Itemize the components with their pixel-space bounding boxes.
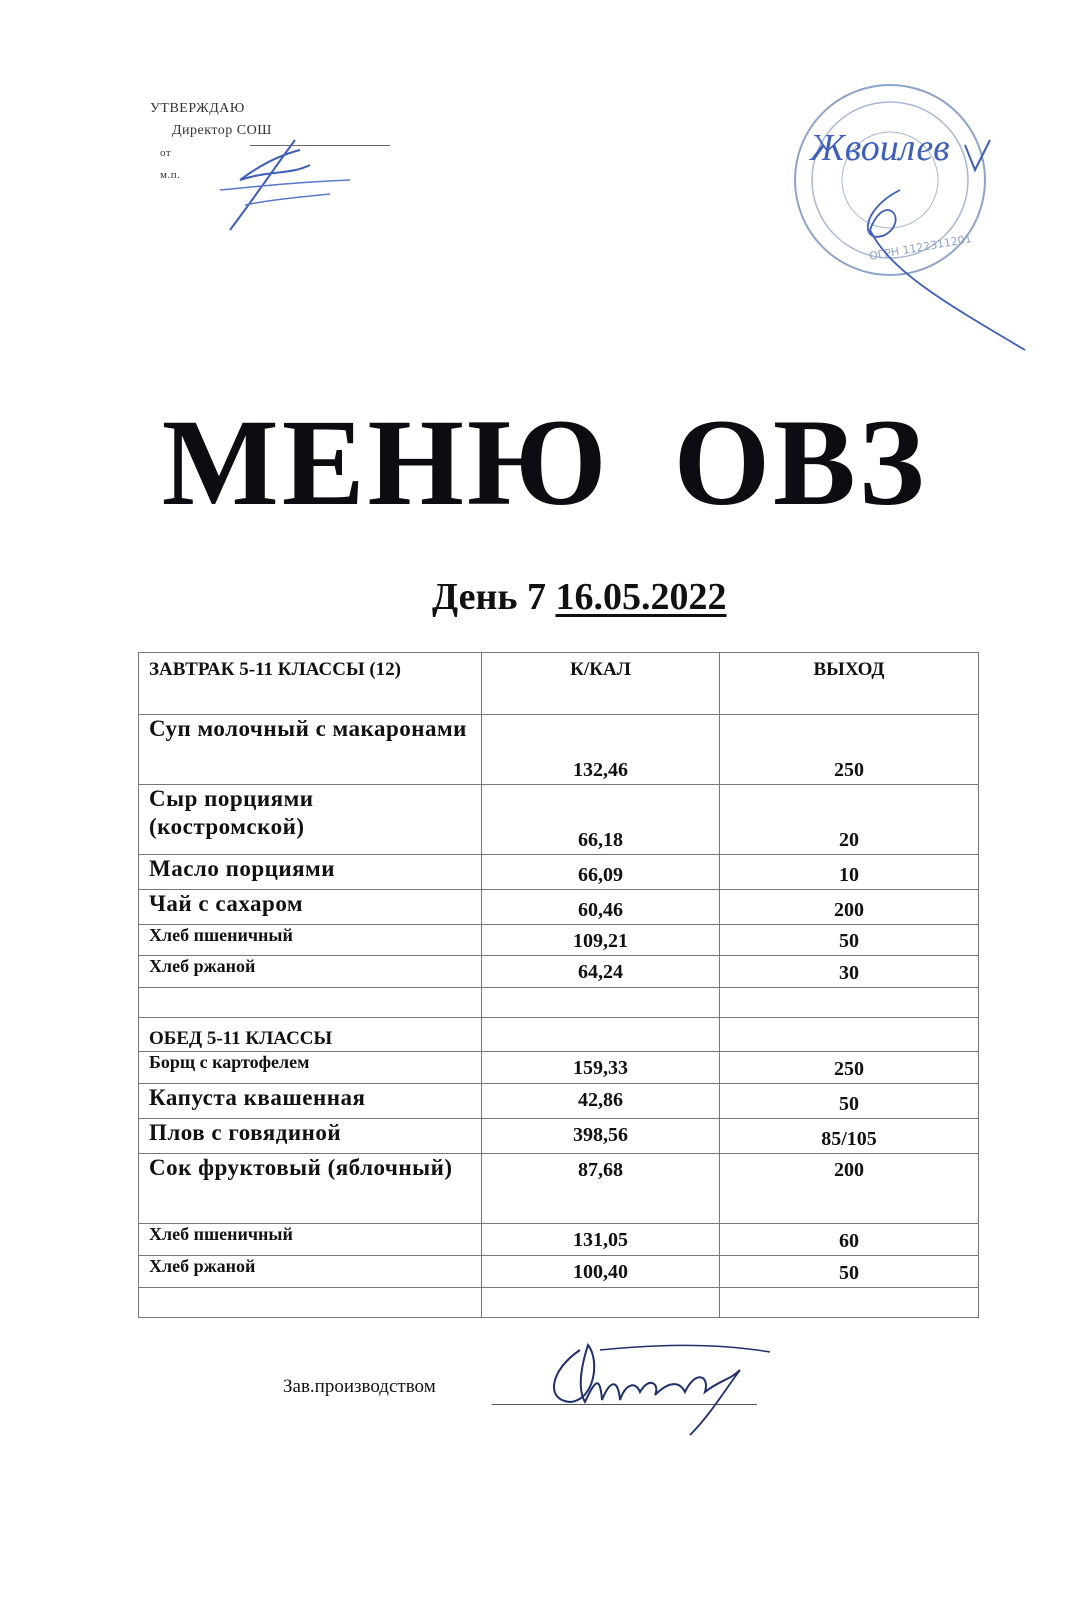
footer-label: Зав.производством xyxy=(283,1376,436,1397)
dish-name: Хлеб пшеничный xyxy=(139,925,482,956)
dish-kcal: 42,86 xyxy=(482,1084,720,1119)
table-row xyxy=(139,956,979,988)
empty-cell xyxy=(139,1288,482,1318)
table-row xyxy=(139,1119,979,1154)
dish-name: Капуста квашенная xyxy=(139,1084,482,1119)
table-row xyxy=(139,855,979,890)
empty-cell xyxy=(720,988,979,1018)
dish-output: 20 xyxy=(720,785,979,855)
dish-name: Сок фруктовый (яблочный) xyxy=(139,1154,482,1224)
table-row xyxy=(139,1052,979,1084)
page-title: МЕНЮ ОВЗ xyxy=(161,394,928,531)
dish-name: Хлеб пшеничный xyxy=(139,1224,482,1256)
table-row xyxy=(139,1084,979,1119)
stamp-seal xyxy=(790,60,1030,360)
stamp-signature-text: Жвоилев xyxy=(810,127,950,169)
dish-kcal: 60,46 xyxy=(482,890,720,925)
director-signature xyxy=(200,120,360,240)
dish-output: 50 xyxy=(720,925,979,956)
dish-kcal: 66,18 xyxy=(482,785,720,855)
day-heading xyxy=(432,575,726,619)
approval-date-label: от xyxy=(160,147,172,159)
dish-kcal: 132,46 xyxy=(482,715,720,785)
day-label: День 7 xyxy=(432,576,546,618)
dish-kcal: 64,24 xyxy=(482,956,720,988)
table-row xyxy=(139,1224,979,1256)
svg-text:ОГРН 1122311201: ОГРН 1122311201 xyxy=(868,232,973,263)
dish-output: 200 xyxy=(720,1154,979,1224)
dish-kcal: 131,05 xyxy=(482,1224,720,1256)
dish-output: 30 xyxy=(720,956,979,988)
dish-kcal: 66,09 xyxy=(482,855,720,890)
dish-output: 50 xyxy=(720,1084,979,1119)
empty-cell xyxy=(720,1288,979,1318)
dish-output: 50 xyxy=(720,1256,979,1288)
manager-signature xyxy=(540,1330,780,1440)
empty-cell xyxy=(139,988,482,1018)
dish-kcal: 159,33 xyxy=(482,1052,720,1084)
header-meal: ЗАВТРАК 5-11 КЛАССЫ (12) xyxy=(139,653,482,715)
dish-name: Хлеб ржаной xyxy=(139,956,482,988)
table-row xyxy=(139,1154,979,1224)
header-output: ВЫХОД xyxy=(720,653,979,715)
empty-cell xyxy=(482,988,720,1018)
table-row xyxy=(139,785,979,855)
section-row xyxy=(139,1018,979,1052)
dish-output: 60 xyxy=(720,1224,979,1256)
dish-name: Суп молочный с макаронами xyxy=(139,715,482,785)
dish-kcal: 109,21 xyxy=(482,925,720,956)
dish-output: 10 xyxy=(720,855,979,890)
empty-row xyxy=(139,1288,979,1318)
table-row xyxy=(139,890,979,925)
table-header-row xyxy=(139,653,979,715)
approval-title: УТВЕРЖДАЮ xyxy=(150,101,245,116)
day-date: 16.05.2022 xyxy=(555,576,727,618)
dish-output: 250 xyxy=(720,1052,979,1084)
dish-kcal: 87,68 xyxy=(482,1154,720,1224)
approval-seal-label: м.п. xyxy=(160,169,181,181)
dish-name: Борщ с картофелем xyxy=(139,1052,482,1084)
header-kcal: К/КАЛ xyxy=(482,653,720,715)
dish-output: 250 xyxy=(720,715,979,785)
empty-row xyxy=(139,988,979,1018)
empty-cell xyxy=(720,1018,979,1052)
dish-name: Хлеб ржаной xyxy=(139,1256,482,1288)
empty-cell xyxy=(482,1018,720,1052)
table-row xyxy=(139,925,979,956)
approval-position: Директор СОШ xyxy=(172,123,272,138)
dish-output: 85/105 xyxy=(720,1119,979,1154)
menu-table xyxy=(138,652,979,1318)
table-row xyxy=(139,715,979,785)
dish-kcal: 398,56 xyxy=(482,1119,720,1154)
dish-output: 200 xyxy=(720,890,979,925)
dish-name: Плов с говядиной xyxy=(139,1119,482,1154)
dish-name: Сыр порциями (костромской) xyxy=(139,785,482,855)
empty-cell xyxy=(482,1288,720,1318)
dish-kcal: 100,40 xyxy=(482,1256,720,1288)
dish-name: Чай с сахаром xyxy=(139,890,482,925)
dish-name: Масло порциями xyxy=(139,855,482,890)
lunch-section-title: ОБЕД 5-11 КЛАССЫ xyxy=(139,1018,482,1052)
table-row xyxy=(139,1256,979,1288)
